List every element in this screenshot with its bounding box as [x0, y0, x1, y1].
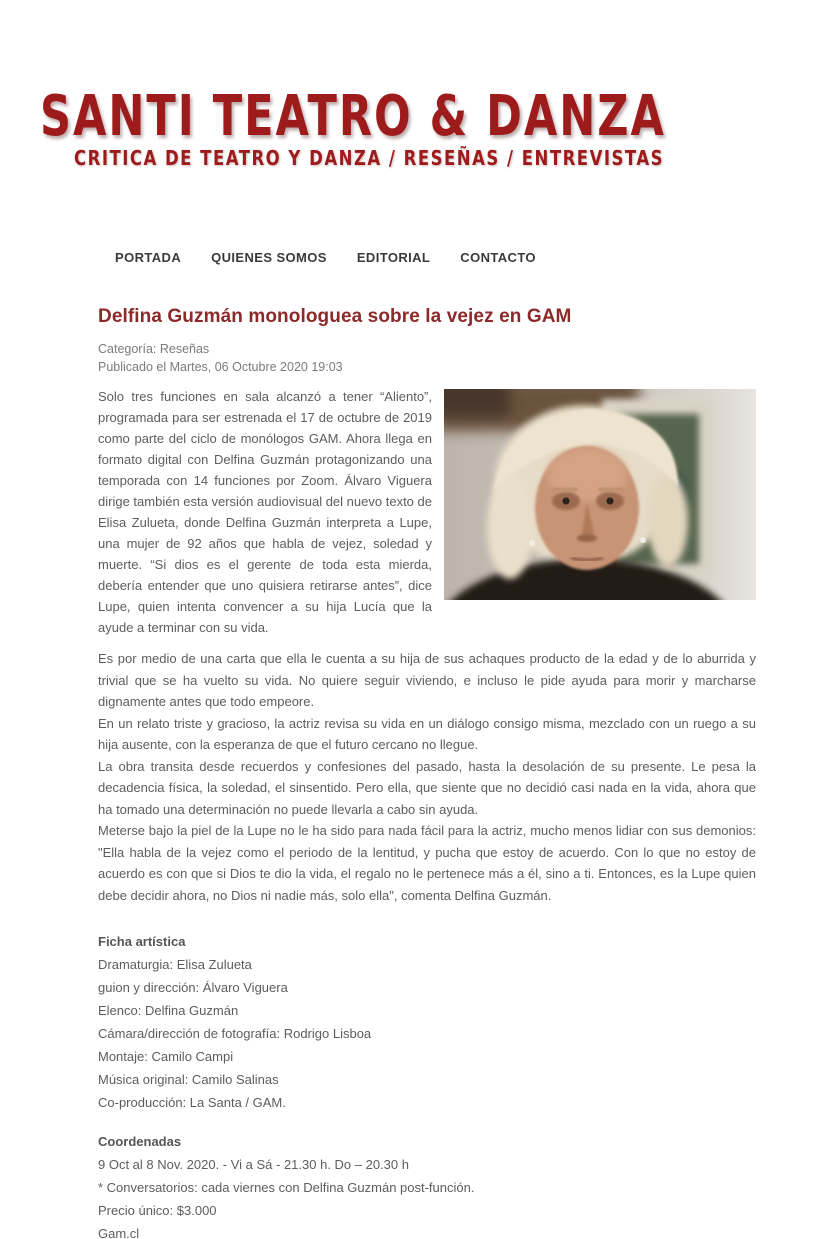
- site-tagline: CRITICA DE TEATRO Y DANZA / RESEÑAS / ENTREVISTAS: [74, 146, 664, 170]
- body-paragraph: La obra transita desde recuerdos y confesiones del pasado, hasta la desolación de su presente. Le pesa la decadencia física, la soledad, el sinsentido. Pero ella, que siente que no decidió casi nada en la vida, ahora que ha tomado una determinación no puede llevarla a cabo sin ayuda.: [98, 758, 756, 817]
- site-logo[interactable]: [40, 84, 679, 170]
- article-lead: [98, 386, 756, 638]
- article-title: Delfina Guzmán monologuea sobre la vejez en GAM: [98, 306, 572, 327]
- credit-line: Dramaturgia: Elisa Zulueta: [98, 957, 252, 972]
- schedule-line: Gam.cl: [98, 1226, 140, 1239]
- body-paragraph: Meterse bajo la piel de la Lupe no le ha sido para nada fácil para la actriz, mucho menos lidiar con sus demonios: "Ella habla de la vejez como el periodo de la lentitud, y pucha que estoy de acuerdo. Con lo que no estoy de acuerdo es con que si Dios te dio la vida, el regalo no le pertenece más a él, sino a ti. Entonces, es la Lupe quien debe decidir ahora, no Dios ni nadie más, solo ella", comenta Delfina Guzmán.: [98, 823, 756, 903]
- article-category: Categoría: Reseñas: [98, 342, 210, 356]
- schedule-line: 9 Oct al 8 Nov. 2020. - Vi a Sá - 21.30 h. Do – 20.30 h: [98, 1157, 409, 1172]
- nav-item-portada[interactable]: PORTADA: [115, 250, 182, 265]
- main-nav: [115, 250, 536, 265]
- schedule-section: [98, 1130, 756, 1239]
- credit-line: Elenco: Delfina Guzmán: [98, 1003, 239, 1018]
- schedule-heading: Coordenadas: [98, 1134, 182, 1149]
- schedule-line: * Conversatorios: cada viernes con Delfina Guzmán post-función.: [98, 1180, 475, 1195]
- nav-item-editorial[interactable]: EDITORIAL: [356, 250, 431, 265]
- credit-line: Co-producción: La Santa / GAM.: [98, 1095, 286, 1110]
- credit-line: Montaje: Camilo Campi: [98, 1049, 234, 1064]
- nav-item-quienes-somos[interactable]: QUIENES SOMOS: [211, 250, 327, 265]
- site-title: SANTI TEATRO & DANZA: [40, 84, 666, 150]
- credit-line: Música original: Camilo Salinas: [98, 1072, 279, 1087]
- schedule-line: Precio único: $3.000: [98, 1203, 217, 1218]
- credit-line: Cámara/dirección de fotografía: Rodrigo Lisboa: [98, 1026, 372, 1041]
- article-published-date: Publicado el Martes, 06 Octubre 2020 19:03: [98, 360, 343, 374]
- nav-item-contacto[interactable]: CONTACTO: [460, 250, 536, 265]
- delfina-guzman-photo: [444, 389, 756, 600]
- body-paragraph: Es por medio de una carta que ella le cuenta a su hija de sus achaques producto de la edad y de lo aburrida y trivial que se ha vuelto su vida. No quiere seguir viviendo, e incluso le pide ayuda para morir y marcharse dignamente antes que todo empeore.: [98, 651, 756, 709]
- article-meta: [98, 340, 756, 376]
- body-paragraph: En un relato triste y gracioso, la actriz revisa su vida en un diálogo consigo misma, mezclado con un ruego a su hija ausente, con la esperanza de que el futuro cercano no llegue.: [98, 715, 756, 752]
- credits-heading: Ficha artística: [98, 934, 186, 949]
- credits-section: [98, 930, 756, 1114]
- article-body: [98, 648, 756, 906]
- lead-paragraph-text: Solo tres funciones en sala alcanzó a tener “Aliento”, programada para ser estrenada el 17 de octubre de 2019 como parte del ciclo de monólogos GAM. Ahora llega en formato digital con Delfina Guzmán protagonizando una temporada con 14 funciones por Zoom. Álvaro Viguera dirige también esta versión audiovisual del nuevo texto de Elisa Zulueta, donde Delfina Guzmán interpreta a Lupe, una mujer de 92 años que habla de vejez, soledad y muerte. “Si dios es el gerente de toda esta mierda, debería entender que uno quisiera retirarse antes”, dice Lupe, quien intenta convencer a su hija Lucía que la ayude a terminar con su vida.: [98, 389, 432, 635]
- article: [98, 306, 756, 1239]
- credit-line: guion y dirección: Álvaro Viguera: [98, 980, 288, 995]
- article-photo: [444, 389, 756, 600]
